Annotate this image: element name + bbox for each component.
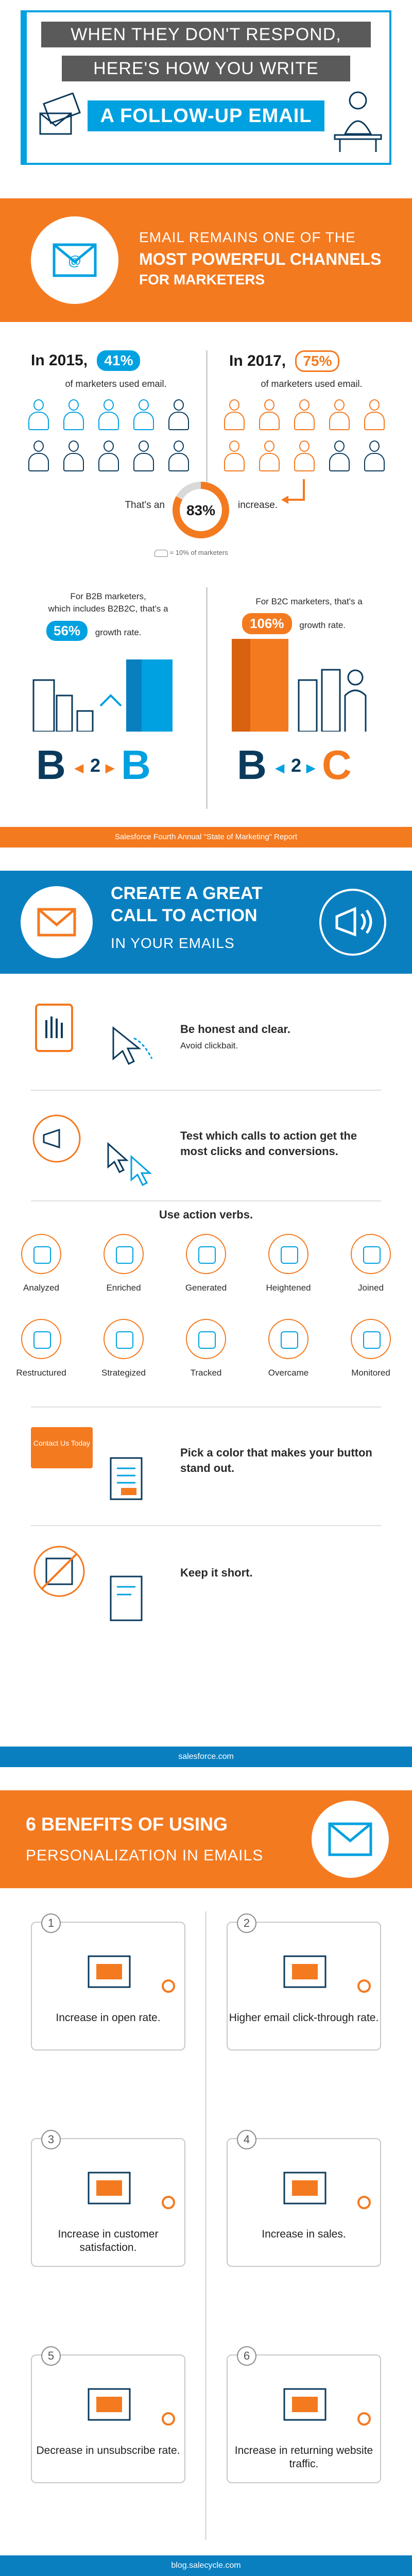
verb-icon-heightened [268,1234,308,1274]
cursors-icon [98,1139,160,1190]
b2b-line-2: which includes B2B2C, that's a [48,604,168,614]
separator-1 [31,1090,381,1091]
verbs-title: Use action verbs. [159,1208,253,1221]
legend-row [154,549,288,557]
verb-icon-analyzed [21,1234,61,1274]
benefit-cards [0,1906,412,2561]
increase-donut [170,479,232,541]
benefit-text: Increase in customer satisfaction. [58,2228,159,2253]
salesforce-footer-bar [0,1747,412,1767]
marketer-person-icon [132,399,155,431]
marketer-person-icon [62,399,85,431]
y2017-header [229,350,394,372]
marketer-person-icon [328,440,351,472]
cursor-icon [103,1023,160,1069]
marketer-person-icon [363,440,386,472]
verb-label: Restructured [16,1368,66,1378]
b2b-suffix: growth rate. [95,628,142,637]
b2b-formula-arrow-right: ▶ [106,761,114,774]
cta-line-3: IN YOUR EMAILS [111,935,235,951]
benefit-text: Decrease in unsubscribe rate. [36,2445,180,2456]
verb-icon-joined [351,1234,391,1274]
marketer-person-icon [27,440,50,472]
b2c-formula-arrow-left: ◀ [276,761,284,774]
b2c-suffix: growth rate. [299,620,346,630]
benefit-dot-icon [357,2196,371,2209]
verb-icon-tracked [186,1319,226,1359]
header-line-3: A FOLLOW-UP EMAIL [88,100,324,131]
megaphone-outline-icon [28,1110,100,1167]
verb-icon-strategized [104,1319,144,1359]
marketer-person-icon [97,399,120,431]
benefit-text: Higher email click-through rate. [229,2012,379,2024]
marketer-person-icon [258,440,281,472]
increase-word: increase. [238,500,278,511]
b2c-formula-letter-2: C [322,742,352,788]
b2b-line-1: For B2B marketers, [70,591,146,601]
verb-label: Joined [357,1283,384,1293]
verb-label: Tracked [190,1368,222,1378]
header-section [0,0,412,170]
benefit-dot-icon [357,2412,371,2426]
separator-4 [31,1525,381,1526]
header-line-2: HERE'S HOW YOU WRITE [62,56,350,81]
cta-email-icon [21,886,93,958]
people-grid-2015 [23,397,203,479]
verb-label: Strategized [101,1368,146,1378]
benefit-illustration [81,1943,138,2000]
cta-line-1: CREATE A GREAT [111,884,263,903]
thats-an-label: That's an [125,500,165,511]
tip3-title: Pick a color that makes your button stand out. [180,1446,372,1475]
b2c-formula-arrow-right: ▶ [306,761,315,774]
people-grid-2017 [219,397,399,479]
y2015-label: In 2015, [31,352,88,369]
stats-divider [206,350,208,484]
benefit-card [31,1917,185,2050]
benefit-card [227,2133,381,2267]
no-long-text-icon [28,1540,100,1602]
cta-tips [0,974,412,1757]
cta-line-2: CALL TO ACTION [111,906,258,925]
benefit-dot-icon [162,2196,175,2209]
sample-button[interactable]: Contact Us Today [31,1427,93,1468]
b2c-formula [237,742,386,788]
y2015-pct: 41% [97,350,140,371]
tip2-title: Test which calls to action get the most clicks and conversions. [180,1129,357,1158]
y2017-sub: of marketers used email. [261,379,363,389]
marketer-person-icon [27,399,50,431]
powerful-line-3: FOR MARKETERS [139,272,265,287]
b2b-formula-letter-2: B [121,742,151,788]
benefit-dot-icon [357,1979,371,1993]
marketer-person-icon [97,440,120,472]
marketer-person-icon [132,440,155,472]
b2b-rate-row [46,621,201,641]
benefit-illustration [81,2376,138,2433]
b2b-formula-letter-1: B [36,742,66,788]
benefit-number: 5 [41,2346,61,2366]
benefit-dot-icon [162,1979,175,1993]
verbs-grid [0,1231,412,1401]
b2c-buildings-illustration [221,629,391,732]
verb-icon-enriched [104,1234,144,1274]
person-at-desk-icon [330,88,386,155]
powerful-line-2: MOST POWERFUL CHANNELS [139,250,382,268]
cta-banner [0,871,412,974]
verb-icon-monitored [351,1319,391,1359]
marketer-person-icon [167,399,190,431]
cta-megaphone-icon [319,889,386,956]
b2b-pct: 56% [46,621,88,641]
tip1-sub: Avoid clickbait. [180,1041,238,1050]
verb-icon-generated [186,1234,226,1274]
marketer-person-icon [363,399,386,431]
y2015-header [31,350,196,371]
b2b-formula-arrow-left: ◀ [75,761,83,774]
benefits-line-2: PERSONALIZATION IN EMAILS [26,1847,264,1864]
envelopes-icon [36,93,82,149]
benefit-illustration [81,2160,138,2216]
b2b-formula-two: 2 [90,755,101,776]
stats-divider-2 [206,587,208,809]
verb-label: Enriched [106,1283,141,1293]
benefit-card [227,1917,381,2050]
benefits-banner [0,1790,412,1888]
b2b-buildings-illustration [28,649,183,732]
benefit-number: 2 [237,1913,256,1933]
verb-label: Overcame [268,1368,309,1378]
source-bar [0,827,412,848]
hand-badge-icon [28,1002,95,1059]
scroll-doc-icon [100,1571,157,1628]
y2017-pct: 75% [295,350,339,372]
benefit-text: Increase in returning website traffic. [234,2445,373,2470]
email-circle-icon [31,216,118,304]
b2c-line-1: For B2C marketers, that's a [255,597,363,606]
benefit-number: 1 [41,1913,61,1933]
header-left-accent [21,10,27,165]
benefit-illustration [277,1943,333,2000]
verb-label: Heightened [266,1283,311,1293]
benefit-text: Increase in sales. [262,2228,346,2240]
header-line-1: WHEN THEY DON'T RESPOND, [41,22,371,47]
verb-icon-overcame [268,1319,308,1359]
tip4-title: Keep it short. [180,1566,253,1579]
benefit-illustration [277,2160,333,2216]
verb-label: Analyzed [23,1283,59,1293]
powerful-line-1: EMAIL REMAINS ONE OF THE [139,229,356,245]
marketer-person-icon [223,399,246,431]
y2015-sub: of marketers used email. [65,379,167,389]
marketer-person-icon [293,440,316,472]
document-cursor-icon [100,1453,162,1510]
verb-label: Generated [185,1283,227,1293]
benefit-illustration [277,2376,333,2433]
benefit-card [31,2133,185,2267]
benefit-dot-icon [162,2412,175,2426]
separator-3 [31,1406,381,1408]
y2017-label: In 2017, [229,352,286,369]
benefit-number: 3 [41,2130,61,2149]
marketer-person-icon [293,399,316,431]
source-text: Salesforce Fourth Annual "State of Marketing" Report [114,833,298,841]
legend-text: = 10% of marketers [169,549,228,556]
verb-label: Monitored [351,1368,390,1378]
legend-person-icon [154,550,168,557]
benefit-number: 6 [237,2346,256,2366]
marketer-person-icon [328,399,351,431]
salecycle-footer-text[interactable]: blog.salecycle.com [171,2561,241,2570]
b2b-formula [36,742,185,788]
benefits-line-1: 6 BENEFITS OF USING [26,1814,228,1835]
personalized-email-icon [312,1801,389,1878]
separator-2 [31,1200,381,1201]
marketer-person-icon [258,399,281,431]
powerful-channels-banner [0,198,412,322]
benefit-card [31,2349,185,2483]
benefit-text: Increase in open rate. [56,2012,161,2024]
benefit-card [227,2349,381,2483]
benefit-number: 4 [237,2130,256,2149]
marketer-person-icon [62,440,85,472]
b2c-pct: 106% [242,613,292,634]
tip1-title: Be honest and clear. [180,1023,290,1036]
b2c-formula-two: 2 [291,755,302,776]
marketer-person-icon [223,440,246,472]
stats-section [0,340,412,827]
salecycle-footer-bar [0,2555,412,2576]
marketer-person-icon [167,440,190,472]
svg-text:@: @ [67,253,82,268]
verb-icon-restructured [21,1319,61,1359]
b2c-formula-letter-1: B [237,742,267,788]
cards-divider [205,1911,207,2540]
salesforce-footer-text[interactable]: salesforce.com [178,1752,234,1761]
increase-pct: 83% [186,502,216,518]
